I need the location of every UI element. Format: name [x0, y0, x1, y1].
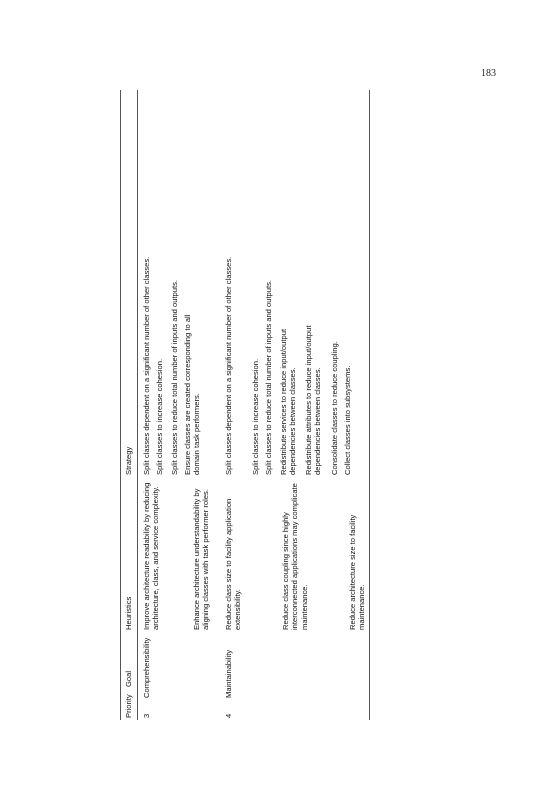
strategy-cell: Split classes to reduce total number of inputs and outputs. [264, 279, 273, 475]
heuristic-cell: Reduce architecture size to facility maintenance. [348, 514, 367, 630]
row-goal: Comprehensibility [142, 637, 151, 698]
header-priority: Priority [124, 694, 133, 718]
strategy-cell: Redistribute attributes to reduce input/output dependencies between classes. [304, 325, 323, 475]
heuristic-cell: Reduce class coupling since highly interconnected applications may complicate maintenance. [281, 483, 309, 630]
strategy-cell: Ensure classes are created corresponding to all domain task performers. [183, 314, 202, 475]
table-bottom-rule [369, 90, 370, 720]
header-strategy: Strategy [124, 446, 133, 475]
heuristic-cell: Reduce class size to facility application extensibility. [224, 498, 243, 630]
header-goal: Goal [124, 670, 133, 687]
table-top-rule [120, 90, 121, 720]
row-goal: Maintainability [224, 649, 233, 698]
strategy-cell: Split classes dependent on a significant number of other classes. [142, 256, 151, 475]
strategy-cell: Split classes to increase cohesion. [155, 358, 164, 475]
row-priority: 3 [142, 713, 151, 718]
strategy-cell: Split classes to increase cohesion. [251, 358, 260, 475]
heuristic-cell: Improve architecture readability by reducing architecture, class, and service complexity. [142, 482, 161, 630]
row-priority: 4 [224, 713, 233, 718]
page-number: 183 [481, 68, 496, 79]
strategy-cell: Redistribute services to reduce input/output dependencies between classes. [279, 328, 298, 475]
heuristics-table [120, 90, 370, 720]
strategy-cell: Collect classes into subsystems. [343, 365, 352, 475]
strategy-cell: Consolidate classes to reduce coupling. [330, 341, 339, 475]
strategy-cell: Split classes dependent on a significant number of other classes. [224, 256, 233, 475]
header-heuristics: Heuristics [124, 596, 133, 630]
heuristic-cell: Enhance architecture understandability by aligning classes with task performer roles. [192, 488, 211, 630]
strategy-cell: Split classes to reduce total number of inputs and outputs. [170, 279, 179, 475]
table-header-rule [137, 90, 138, 720]
